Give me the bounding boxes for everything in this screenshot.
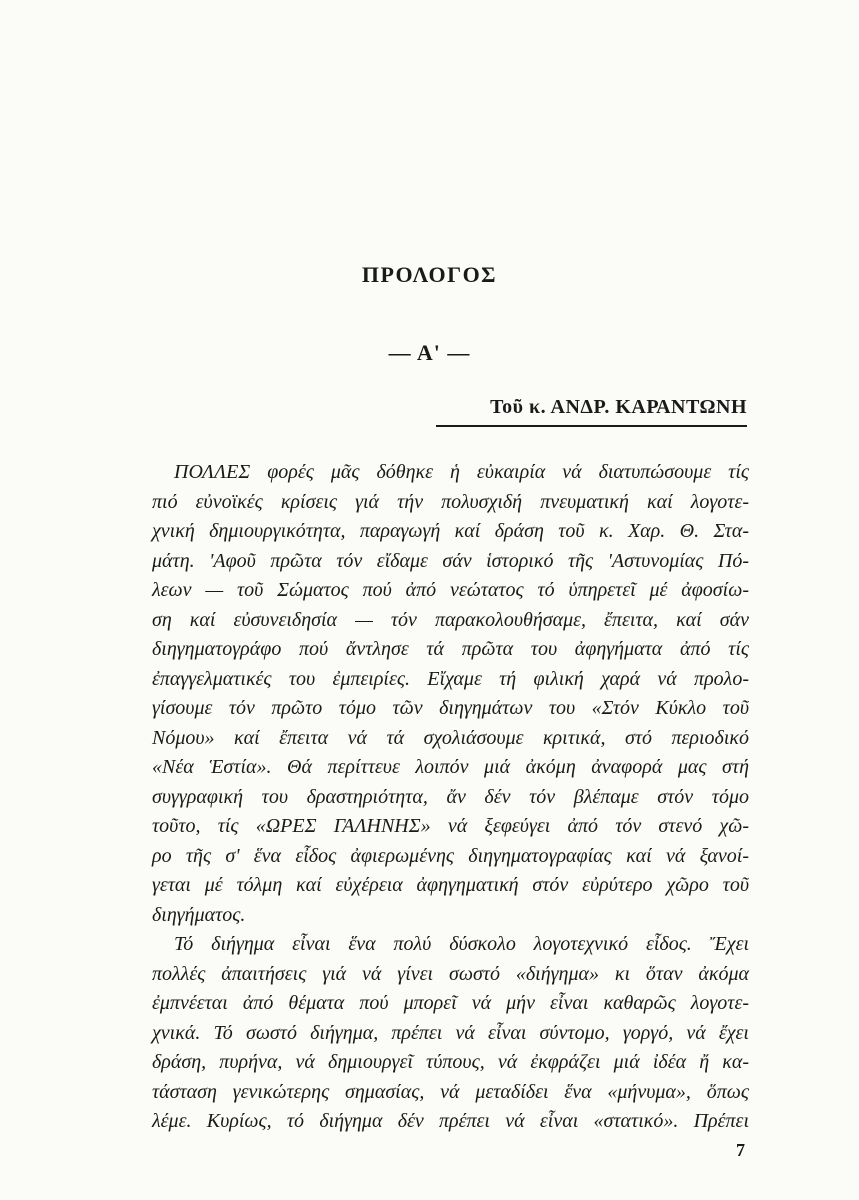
text-line: δράση, πυρήνα, νά δημιουργεῖ τύπους, νά ἐκφράζει μιά ἰδέα ἤ κα-	[152, 1051, 749, 1073]
text-line: λεων — τοῦ Σώματος πού ἀπό νεώτατος τό ὑπηρετεῖ μέ ἀφοσίω-	[152, 579, 749, 601]
text-line: Νόμου» καί ἔπειτα νά τά σχολιάσουμε κριτικά, στό περιοδικό	[152, 726, 749, 749]
text-line: διηγηματογράφο πού ἄντλησε τά πρῶτα του ἀφηγήματα ἀπό τίς	[152, 638, 749, 660]
text-line: γεται μέ τόλμη καί εὐχέρεια ἀφηγηματική στόν εὐρύτερο χῶρο τοῦ	[152, 874, 749, 896]
text-line: μάτη. 'Αφοῦ πρῶτα τόν εἴδαμε σάν ἱστορικό τῆς 'Αστυνομίας Πό-	[152, 549, 749, 572]
text-line: χνικά. Τό σωστό διήγημα, πρέπει νά εἶναι σύντομο, γοργό, νά ἔχει	[152, 1021, 749, 1044]
text-line: γίσουμε τόν πρῶτο τόμο τῶν διηγημάτων του «Στόν Κύκλο τοῦ	[152, 697, 749, 719]
byline-underline	[436, 425, 747, 427]
text-line: ρο τῆς σ' ἕνα εἶδος ἀφιερωμένης διηγηματογραφίας καί νά ξανοί-	[152, 844, 749, 867]
author-byline: Τοῦ κ. ΑΝΔΡ. ΚΑΡΑΝΤΩΝΗ	[490, 396, 747, 418]
text-line: λέμε. Κυρίως, τό διήγημα δέν πρέπει νά εἶναι «στατικό». Πρέπει	[152, 1110, 749, 1132]
text-line: τοῦτο, τίς «ΩΡΕΣ ΓΑΛΗΝΗΣ» νά ξεφεύγει ἀπό τόν στενό χῶ-	[152, 815, 749, 837]
text-line: ἐμπνέεται ἀπό θέματα πού μπορεῖ νά μήν εἶναι καθαρῶς λογοτε-	[152, 992, 749, 1014]
body-text	[152, 458, 749, 1137]
part-label: — Α' —	[388, 340, 471, 365]
text-line: διηγήματος.	[152, 903, 246, 926]
text-line: ἐπαγγελματικές του ἐμπειρίες. Εἴχαμε τή φιλική χαρά νά προλο-	[152, 667, 749, 690]
text-line: χνική δημιουργικότητα, παραγωγή καί δράση τοῦ κ. Χαρ. Θ. Στα-	[152, 520, 749, 542]
text-line: τάσταση γενικώτερης σημασίας, νά μεταδίδει ἕνα «μήνυμα», ὅπως	[152, 1080, 749, 1103]
chapter-heading: ΠΡΟΛΟΓΟΣ	[361, 262, 498, 287]
text-line: συγγραφική του δραστηριότητα, ἄν δέν τόν βλέπαμε στόν τόμο	[152, 785, 749, 808]
text-line: πιό εὐνοϊκές κρίσεις γιά τήν πολυσχιδή πνευματική καί λογοτε-	[152, 490, 749, 513]
page-number: 7	[736, 1140, 745, 1160]
text-line: ση καί εὐσυνειδησία — τόν παρακολουθήσαμε, ἔπειτα, καί σάν	[152, 608, 749, 631]
text-line: ΠΟΛΛΕΣ φορές μᾶς δόθηκε ἡ εὐκαιρία νά διατυπώσουμε τίς	[174, 461, 749, 483]
text-line: πολλές ἀπαιτήσεις γιά νά γίνει σωστό «διήγημα» κι ὅταν ἀκόμα	[152, 962, 749, 985]
text-line: Τό διήγημα εἶναι ἕνα πολύ δύσκολο λογοτεχνικό εἶδος. Ἔχει	[174, 933, 749, 955]
text-line: «Νέα Ἑστία». Θά περίττευε λοιπόν μιά ἀκόμη ἀναφορά μας στή	[152, 756, 749, 778]
